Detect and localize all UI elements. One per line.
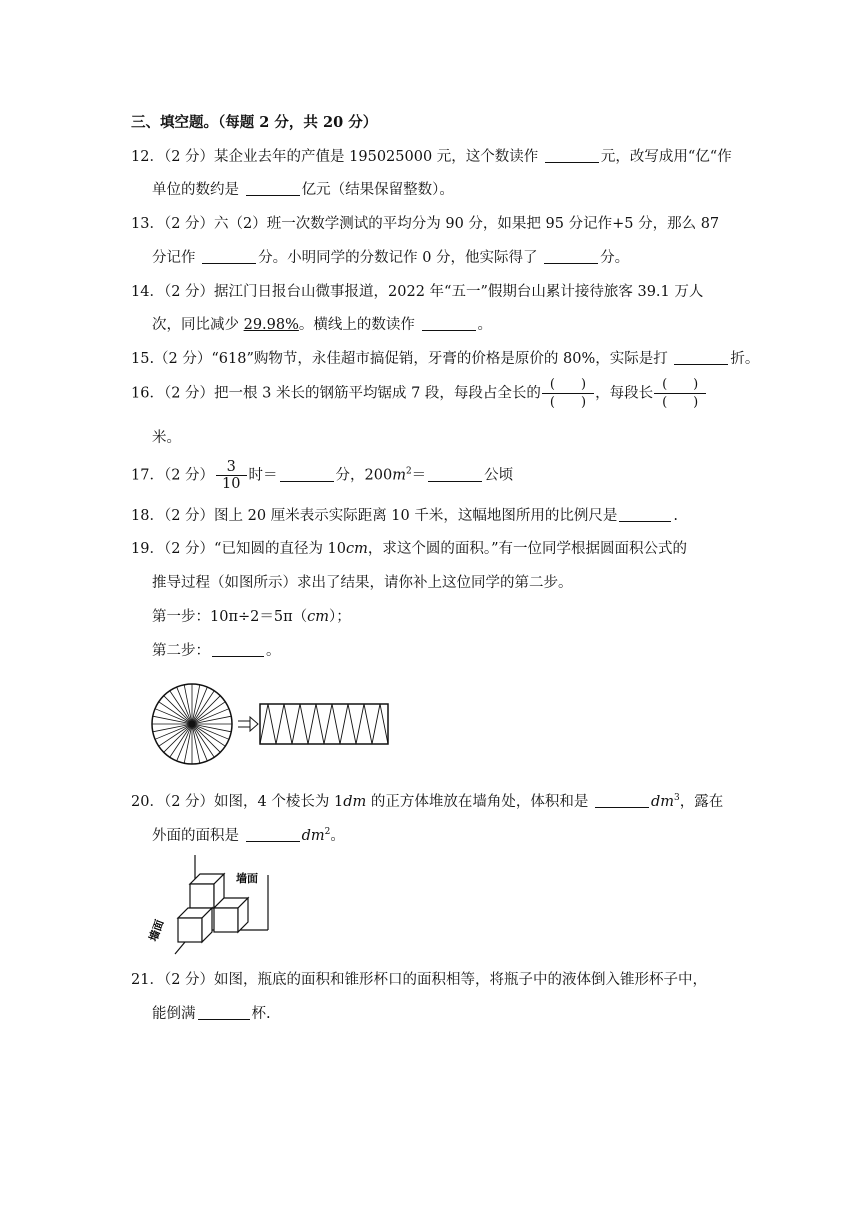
wall-label-right: 墙面 bbox=[236, 872, 258, 885]
answer-blank[interactable] bbox=[619, 507, 671, 522]
question-13-line-1: 13．（2 分）六（2）班一次数学测试的平均分为 90 分，如果把 95 分记作+5 分，那么 87 bbox=[131, 216, 720, 232]
question-16-line-1: 16．（2 分）把一根 3 米长的钢筋平均锯成 7 段，每段占全长的 $\frac{( )}{( )}$ ，每段长 $\frac{( )}{( )}$ bbox=[131, 376, 707, 411]
circle-area-derivation-figure bbox=[150, 682, 392, 766]
question-17-line-1: 17．（2 分） $\frac{3}{10}$ 时＝ 分，$200m^2=$ 公顷 bbox=[131, 459, 514, 492]
section-title: 三、填空题。（每题 2 分，共 20 分） bbox=[131, 114, 378, 131]
answer-blank[interactable] bbox=[674, 350, 728, 365]
question-14-line-2: 次，同比减少 29.98%。横线上的数读作 。 bbox=[152, 317, 493, 333]
question-21-line-2: 能倒满 杯. bbox=[152, 1006, 271, 1022]
question-21-line-1: 21．（2 分）如图，瓶底的面积和锥形杯口的面积相等，将瓶子中的液体倒入锥形杯子中， bbox=[131, 972, 708, 988]
question-20-line-2: 外面的面积是 $dm^2$。 bbox=[152, 827, 345, 844]
question-14-line-1: 14．（2 分）据江门日报台山微事报道，2022 年“五一”假期台山累计接待旅客 39.1 万人 bbox=[131, 284, 704, 300]
answer-blank[interactable] bbox=[544, 249, 598, 264]
question-16-line-2: 米。 bbox=[152, 430, 181, 446]
question-18-line-1: 18．（2 分）图上 20 厘米表示实际距离 10 千米，这幅地图所用的比例尺是 . bbox=[131, 508, 678, 524]
answer-blank[interactable] bbox=[545, 148, 599, 163]
answer-blank[interactable] bbox=[246, 181, 300, 196]
question-19-line-2: 推导过程（如图所示）求出了结果，请你补上这位同学的第二步。 bbox=[152, 575, 573, 591]
answer-blank[interactable] bbox=[198, 1005, 250, 1020]
answer-blank[interactable] bbox=[422, 316, 476, 331]
answer-blank[interactable] bbox=[280, 467, 334, 482]
underlined-number: 29.98% bbox=[243, 317, 299, 333]
answer-blank[interactable] bbox=[595, 793, 649, 808]
rearranged-sectors bbox=[260, 704, 388, 744]
answer-blank[interactable] bbox=[202, 249, 256, 264]
answer-blank[interactable] bbox=[212, 642, 264, 657]
wall-label-left: 墙面 bbox=[146, 918, 167, 944]
question-12-line-1: 12．（2 分）某企业去年的产值是 195025000 元，这个数读作 元，改写成用“亿“作 bbox=[131, 149, 732, 165]
question-19-step-1: 第一步：10π÷2＝5π（cm）； bbox=[152, 609, 351, 625]
fraction: $\frac{3}{10}$ bbox=[216, 459, 246, 492]
question-12-line-2: 单位的数约是 亿元（结果保留整数）。 bbox=[152, 182, 454, 198]
divided-circle bbox=[152, 684, 232, 764]
question-13-line-2: 分记作 分。小明同学的分数记作 0 分，他实际得了 分。 bbox=[152, 250, 630, 266]
fraction-blank[interactable]: $\frac{( )}{( )}$ bbox=[654, 376, 706, 411]
question-19-line-1: 19．（2 分）“已知圆的直径为 10cm，求这个圆的面积。”有一位同学根据圆面积公式的 bbox=[131, 541, 688, 557]
answer-blank[interactable] bbox=[428, 467, 482, 482]
cubes-wall-corner-figure bbox=[140, 850, 275, 960]
answer-blank[interactable] bbox=[246, 827, 300, 842]
question-20-line-1: 20．（2 分）如图，4 个棱长为 1dm 的正方体堆放在墙角处，体积和是 $dm^3$，露在 bbox=[131, 793, 724, 810]
arrow-icon bbox=[238, 717, 258, 731]
question-19-step-2: 第二步： 。 bbox=[152, 643, 281, 659]
question-15-line-1: 15.（2 分）“618”购物节，永佳超市搞促销，牙膏的价格是原价的 80%，实际是打 折。 bbox=[131, 351, 760, 367]
fraction-blank[interactable]: $\frac{( )}{( )}$ bbox=[542, 376, 594, 411]
